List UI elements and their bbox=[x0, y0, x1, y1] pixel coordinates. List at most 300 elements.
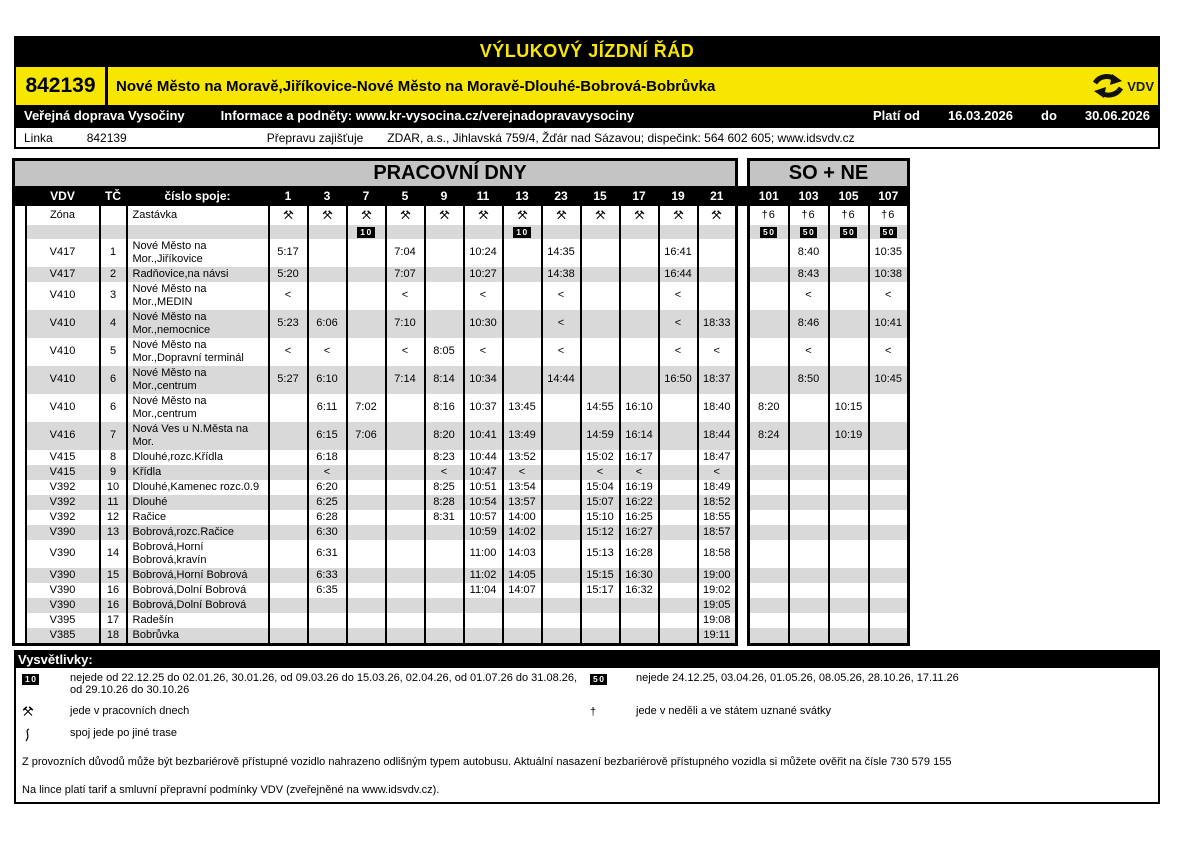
time-cell: 14:00 bbox=[503, 510, 542, 525]
time-cell: 8:46 bbox=[789, 310, 829, 338]
time-cell: 8:14 bbox=[425, 366, 464, 394]
tc-cell: 16 bbox=[100, 598, 127, 613]
pass-through-cell: < bbox=[386, 282, 425, 310]
weekday-section-header: PRACOVNÍ DNY bbox=[14, 160, 737, 186]
badge-empty bbox=[581, 225, 620, 239]
time-cell: 6:20 bbox=[308, 480, 347, 495]
time-cell bbox=[269, 465, 308, 480]
time-cell bbox=[581, 338, 620, 366]
time-cell: 6:28 bbox=[308, 510, 347, 525]
time-cell bbox=[386, 480, 425, 495]
time-cell bbox=[308, 282, 347, 310]
trip-number: 15 bbox=[581, 186, 620, 206]
block-gap bbox=[737, 540, 749, 568]
valid-from-label: Platí od bbox=[873, 108, 920, 123]
block-gap bbox=[737, 366, 749, 394]
tc-cell: 15 bbox=[100, 568, 127, 583]
time-cell bbox=[829, 583, 869, 598]
time-cell bbox=[386, 394, 425, 422]
time-cell bbox=[542, 598, 581, 613]
trip-number: 11 bbox=[464, 186, 503, 206]
pass-through-cell: < bbox=[425, 465, 464, 480]
network-name: Veřejná doprava Vysočiny bbox=[24, 108, 185, 123]
legend-box bbox=[14, 668, 1160, 804]
sat-sun-icon: †6 bbox=[869, 206, 909, 225]
time-cell bbox=[869, 465, 909, 480]
time-cell bbox=[749, 239, 789, 267]
time-cell bbox=[869, 480, 909, 495]
route-line-marker bbox=[14, 510, 26, 525]
crossed-hammers-icon bbox=[22, 705, 70, 718]
time-cell: 16:28 bbox=[620, 540, 659, 568]
time-cell bbox=[425, 239, 464, 267]
time-cell bbox=[829, 495, 869, 510]
time-cell: 10:37 bbox=[464, 394, 503, 422]
tc-cell: 14 bbox=[100, 540, 127, 568]
time-cell bbox=[386, 598, 425, 613]
time-cell bbox=[542, 422, 581, 450]
route-line-marker bbox=[14, 628, 26, 645]
badge-empty bbox=[308, 225, 347, 239]
tc-cell: 2 bbox=[100, 267, 127, 282]
pass-through-cell: < bbox=[503, 465, 542, 480]
time-cell bbox=[749, 583, 789, 598]
time-cell bbox=[869, 628, 909, 645]
zone-cell: V392 bbox=[26, 510, 100, 525]
time-cell: 16:17 bbox=[620, 450, 659, 465]
time-cell: 10:34 bbox=[464, 366, 503, 394]
pass-through-cell: < bbox=[464, 338, 503, 366]
time-cell: 8:20 bbox=[749, 394, 789, 422]
time-cell: 14:03 bbox=[503, 540, 542, 568]
route-line-marker bbox=[14, 282, 26, 310]
pass-through-cell: < bbox=[659, 338, 698, 366]
zastavka-label: Zastávka bbox=[127, 206, 269, 225]
time-cell bbox=[542, 568, 581, 583]
time-cell bbox=[869, 598, 909, 613]
time-cell bbox=[789, 465, 829, 480]
route-line-marker bbox=[14, 525, 26, 540]
tc-cell: 5 bbox=[100, 338, 127, 366]
time-cell bbox=[789, 480, 829, 495]
time-cell bbox=[620, 628, 659, 645]
time-cell bbox=[503, 628, 542, 645]
time-cell: 6:11 bbox=[308, 394, 347, 422]
table-row bbox=[14, 510, 909, 525]
workday-icon bbox=[347, 206, 386, 225]
route-line-marker bbox=[14, 598, 26, 613]
time-cell: 16:41 bbox=[659, 239, 698, 267]
time-cell bbox=[425, 583, 464, 598]
time-cell bbox=[347, 540, 386, 568]
time-cell bbox=[269, 480, 308, 495]
table-row bbox=[14, 366, 909, 394]
route-line-marker bbox=[14, 239, 26, 267]
time-cell bbox=[347, 282, 386, 310]
workday-icon bbox=[659, 206, 698, 225]
time-cell bbox=[425, 525, 464, 540]
tariff-note: Na lince platí tarif a smluvní přepravní podmínky VDV (zveřejněné na www.idsvdv.cz). bbox=[22, 784, 440, 797]
time-cell bbox=[308, 239, 347, 267]
stop-name: Bobrová,Horní Bobrová bbox=[127, 568, 269, 583]
workday-icon bbox=[503, 206, 542, 225]
time-cell: 16:44 bbox=[659, 267, 698, 282]
stop-name: Bobrová,Dolní Bobrová bbox=[127, 583, 269, 598]
time-cell: 16:50 bbox=[659, 366, 698, 394]
pass-through-cell: < bbox=[542, 310, 581, 338]
time-cell: 10:59 bbox=[464, 525, 503, 540]
time-cell: 8:25 bbox=[425, 480, 464, 495]
time-cell bbox=[829, 628, 869, 645]
table-row bbox=[14, 540, 909, 568]
time-cell: 18:37 bbox=[698, 366, 737, 394]
time-cell: 14:02 bbox=[503, 525, 542, 540]
time-cell: 8:20 bbox=[425, 422, 464, 450]
trip-number: 1 bbox=[269, 186, 308, 206]
note-50-text: nejede 24.12.25, 03.04.26, 01.05.26, 08.05.26, 28.10.26, 17.11.26 bbox=[636, 672, 959, 684]
pass-through-cell: < bbox=[542, 282, 581, 310]
note-badge-10: 10 bbox=[503, 225, 542, 239]
time-cell bbox=[698, 239, 737, 267]
time-cell bbox=[869, 613, 909, 628]
time-cell bbox=[542, 394, 581, 422]
table-row bbox=[14, 613, 909, 628]
zone-cell: V415 bbox=[26, 465, 100, 480]
time-cell: 15:02 bbox=[581, 450, 620, 465]
pass-through-cell: < bbox=[659, 282, 698, 310]
time-cell bbox=[542, 583, 581, 598]
time-cell: 7:06 bbox=[347, 422, 386, 450]
time-cell: 19:02 bbox=[698, 583, 737, 598]
time-cell: 15:15 bbox=[581, 568, 620, 583]
trip-number: 103 bbox=[789, 186, 829, 206]
tc-cell: 18 bbox=[100, 628, 127, 645]
time-cell: 8:28 bbox=[425, 495, 464, 510]
other-route-text: spoj jede po jiné trase bbox=[70, 727, 178, 740]
time-cell bbox=[542, 510, 581, 525]
time-cell bbox=[869, 495, 909, 510]
time-cell: 13:45 bbox=[503, 394, 542, 422]
pass-through-cell: < bbox=[269, 338, 308, 366]
route-line-marker bbox=[14, 613, 26, 628]
time-cell bbox=[829, 310, 869, 338]
time-cell: 10:54 bbox=[464, 495, 503, 510]
line-number-box: 842139 bbox=[16, 67, 108, 105]
pass-through-cell: < bbox=[308, 465, 347, 480]
workday-icon bbox=[425, 206, 464, 225]
time-cell: 13:52 bbox=[503, 450, 542, 465]
time-cell bbox=[829, 239, 869, 267]
legend-header: Vysvětlivky: bbox=[14, 650, 1160, 668]
time-cell bbox=[386, 510, 425, 525]
time-cell bbox=[386, 540, 425, 568]
time-cell: 14:44 bbox=[542, 366, 581, 394]
pass-through-cell: < bbox=[542, 338, 581, 366]
trip-number: 3 bbox=[308, 186, 347, 206]
tc-cell: 1 bbox=[100, 239, 127, 267]
time-cell: 7:04 bbox=[386, 239, 425, 267]
time-cell bbox=[503, 239, 542, 267]
tc-empty bbox=[100, 206, 127, 225]
pass-through-cell: < bbox=[789, 338, 829, 366]
time-cell bbox=[749, 568, 789, 583]
sat-sun-icon: †6 bbox=[829, 206, 869, 225]
block-gap bbox=[737, 450, 749, 465]
time-cell: 8:31 bbox=[425, 510, 464, 525]
trip-number: 21 bbox=[698, 186, 737, 206]
time-cell: 18:55 bbox=[698, 510, 737, 525]
time-cell bbox=[829, 598, 869, 613]
time-cell bbox=[869, 510, 909, 525]
time-cell: 16:25 bbox=[620, 510, 659, 525]
time-cell: 14:59 bbox=[581, 422, 620, 450]
time-cell bbox=[347, 480, 386, 495]
time-cell bbox=[308, 598, 347, 613]
time-cell bbox=[620, 239, 659, 267]
vdv-arrows-icon bbox=[1091, 70, 1125, 102]
route-line-marker bbox=[14, 186, 26, 206]
time-cell: 6:31 bbox=[308, 540, 347, 568]
badge-empty bbox=[269, 225, 308, 239]
time-cell bbox=[749, 338, 789, 366]
time-cell: 16:22 bbox=[620, 495, 659, 510]
tc-cell: 11 bbox=[100, 495, 127, 510]
pass-through-cell: < bbox=[308, 338, 347, 366]
table-row bbox=[14, 583, 909, 598]
sat-sun-icon: †6 bbox=[749, 206, 789, 225]
stop-name: Nové Město na Mor.,centrum bbox=[127, 394, 269, 422]
tc-cell: 17 bbox=[100, 613, 127, 628]
time-cell: 15:07 bbox=[581, 495, 620, 510]
time-cell bbox=[749, 465, 789, 480]
time-cell bbox=[347, 628, 386, 645]
time-cell bbox=[425, 267, 464, 282]
time-cell: 8:43 bbox=[789, 267, 829, 282]
tc-cell: 7 bbox=[100, 422, 127, 450]
tc-cell: 13 bbox=[100, 525, 127, 540]
time-cell: 6:33 bbox=[308, 568, 347, 583]
time-cell bbox=[659, 598, 698, 613]
badge-empty bbox=[386, 225, 425, 239]
badge-empty bbox=[100, 225, 127, 239]
note-10-text: nejede od 22.12.25 do 02.01.26, 30.01.26, od 09.03.26 do 15.03.26, 02.04.26, od 01.07.26 do 31.08.26, od 29.10.26 do 30.10.26 bbox=[70, 672, 578, 696]
time-cell bbox=[347, 239, 386, 267]
time-cell bbox=[503, 598, 542, 613]
linka-label: Linka bbox=[24, 130, 53, 145]
time-cell: 10:57 bbox=[464, 510, 503, 525]
time-cell bbox=[659, 480, 698, 495]
time-cell bbox=[542, 540, 581, 568]
table-row bbox=[14, 310, 909, 338]
time-cell bbox=[347, 583, 386, 598]
time-cell: 11:00 bbox=[464, 540, 503, 568]
time-cell bbox=[620, 366, 659, 394]
time-cell bbox=[269, 510, 308, 525]
time-cell: 14:55 bbox=[581, 394, 620, 422]
time-cell bbox=[581, 310, 620, 338]
block-gap bbox=[737, 282, 749, 310]
time-cell bbox=[386, 450, 425, 465]
time-cell: 19:00 bbox=[698, 568, 737, 583]
time-cell bbox=[542, 628, 581, 645]
time-cell bbox=[347, 510, 386, 525]
time-cell bbox=[269, 568, 308, 583]
legend-section bbox=[14, 650, 1160, 804]
time-cell bbox=[386, 583, 425, 598]
time-cell bbox=[659, 525, 698, 540]
time-cell: 16:32 bbox=[620, 583, 659, 598]
stop-name: Bobrůvka bbox=[127, 628, 269, 645]
time-cell bbox=[386, 465, 425, 480]
time-cell bbox=[829, 450, 869, 465]
route-line-marker bbox=[14, 394, 26, 422]
trip-number: 107 bbox=[869, 186, 909, 206]
time-cell bbox=[659, 583, 698, 598]
time-cell: 6:10 bbox=[308, 366, 347, 394]
time-cell bbox=[425, 282, 464, 310]
time-cell bbox=[269, 628, 308, 645]
zone-cell: V410 bbox=[26, 366, 100, 394]
time-cell bbox=[789, 422, 829, 450]
stop-name: Bobrová,Horní Bobrová,kravín bbox=[127, 540, 269, 568]
tc-cell: 3 bbox=[100, 282, 127, 310]
time-cell bbox=[789, 540, 829, 568]
pass-through-cell: < bbox=[386, 338, 425, 366]
time-cell bbox=[789, 450, 829, 465]
workday-legend-text: jede v pracovních dnech bbox=[70, 705, 190, 717]
route-line-marker bbox=[14, 465, 26, 480]
trip-number: 105 bbox=[829, 186, 869, 206]
vdv-column-header: VDV bbox=[26, 186, 100, 206]
zone-cell: V390 bbox=[26, 568, 100, 583]
weekend-section-header: SO + NE bbox=[749, 160, 909, 186]
time-cell bbox=[789, 598, 829, 613]
time-cell bbox=[620, 282, 659, 310]
time-cell: 10:24 bbox=[464, 239, 503, 267]
time-cell bbox=[659, 450, 698, 465]
time-cell bbox=[347, 613, 386, 628]
time-cell bbox=[269, 583, 308, 598]
trip-number: 9 bbox=[425, 186, 464, 206]
time-cell bbox=[829, 338, 869, 366]
table-row bbox=[14, 495, 909, 510]
trip-number: 101 bbox=[749, 186, 789, 206]
note-badge-10: 10 bbox=[347, 225, 386, 239]
time-cell bbox=[869, 422, 909, 450]
time-cell: 19:05 bbox=[698, 598, 737, 613]
route-line-marker bbox=[14, 568, 26, 583]
stop-name: Nové Město na Mor.,nemocnice bbox=[127, 310, 269, 338]
time-cell bbox=[542, 613, 581, 628]
block-gap bbox=[737, 495, 749, 510]
zone-cell: V395 bbox=[26, 613, 100, 628]
block-gap bbox=[737, 568, 749, 583]
time-cell: 7:10 bbox=[386, 310, 425, 338]
time-cell: 18:40 bbox=[698, 394, 737, 422]
time-cell: 13:54 bbox=[503, 480, 542, 495]
time-cell bbox=[659, 510, 698, 525]
time-cell bbox=[581, 628, 620, 645]
block-gap bbox=[737, 465, 749, 480]
sat-sun-icon: †6 bbox=[789, 206, 829, 225]
time-cell: 15:12 bbox=[581, 525, 620, 540]
route-line-marker bbox=[14, 495, 26, 510]
time-cell: 5:27 bbox=[269, 366, 308, 394]
trip-number: 17 bbox=[620, 186, 659, 206]
time-cell bbox=[581, 239, 620, 267]
time-cell: 15:10 bbox=[581, 510, 620, 525]
block-gap bbox=[737, 480, 749, 495]
block-gap bbox=[737, 338, 749, 366]
time-cell bbox=[347, 338, 386, 366]
time-cell bbox=[464, 598, 503, 613]
time-cell: 8:24 bbox=[749, 422, 789, 450]
block-gap bbox=[737, 583, 749, 598]
time-cell: 18:44 bbox=[698, 422, 737, 450]
time-cell bbox=[659, 495, 698, 510]
time-cell bbox=[749, 495, 789, 510]
table-row bbox=[14, 338, 909, 366]
time-cell bbox=[789, 525, 829, 540]
zone-cell: V410 bbox=[26, 338, 100, 366]
time-cell: 19:08 bbox=[698, 613, 737, 628]
time-cell bbox=[425, 310, 464, 338]
stop-name: Nové Město na Mor.,MEDIN bbox=[127, 282, 269, 310]
time-cell bbox=[789, 568, 829, 583]
time-cell: 6:35 bbox=[308, 583, 347, 598]
time-cell bbox=[503, 613, 542, 628]
time-cell bbox=[789, 510, 829, 525]
time-cell: 11:02 bbox=[464, 568, 503, 583]
time-cell: 6:15 bbox=[308, 422, 347, 450]
zone-cell: V392 bbox=[26, 480, 100, 495]
zone-cell: V417 bbox=[26, 239, 100, 267]
time-cell bbox=[869, 568, 909, 583]
time-cell bbox=[869, 583, 909, 598]
table-row bbox=[14, 422, 909, 450]
time-cell: 14:05 bbox=[503, 568, 542, 583]
time-cell: 6:18 bbox=[308, 450, 347, 465]
line-operator-bar bbox=[16, 126, 1158, 147]
time-cell bbox=[386, 422, 425, 450]
time-cell bbox=[347, 598, 386, 613]
time-cell bbox=[659, 465, 698, 480]
time-cell bbox=[620, 310, 659, 338]
time-cell bbox=[829, 366, 869, 394]
stop-name: Radešín bbox=[127, 613, 269, 628]
time-cell: 10:44 bbox=[464, 450, 503, 465]
time-cell: 7:07 bbox=[386, 267, 425, 282]
time-cell bbox=[425, 540, 464, 568]
stop-name: Bobrová,Dolní Bobrová bbox=[127, 598, 269, 613]
time-cell bbox=[503, 338, 542, 366]
route-line-marker bbox=[14, 480, 26, 495]
time-cell: 10:38 bbox=[869, 267, 909, 282]
time-cell: 5:20 bbox=[269, 267, 308, 282]
workday-icon bbox=[542, 206, 581, 225]
time-cell: 10:41 bbox=[464, 422, 503, 450]
operator-name: ZDAR, a.s., Jihlavská 759/4, Žďár nad Sázavou; dispečink: 564 602 605; www.idsvdv.cz bbox=[387, 130, 855, 145]
time-cell: 10:41 bbox=[869, 310, 909, 338]
time-cell bbox=[789, 394, 829, 422]
sunday-cross-icon: † bbox=[590, 706, 597, 718]
table-row bbox=[14, 525, 909, 540]
time-cell bbox=[620, 338, 659, 366]
block-gap bbox=[737, 186, 749, 206]
time-cell bbox=[869, 394, 909, 422]
zona-label: Zóna bbox=[26, 206, 100, 225]
time-cell bbox=[659, 628, 698, 645]
